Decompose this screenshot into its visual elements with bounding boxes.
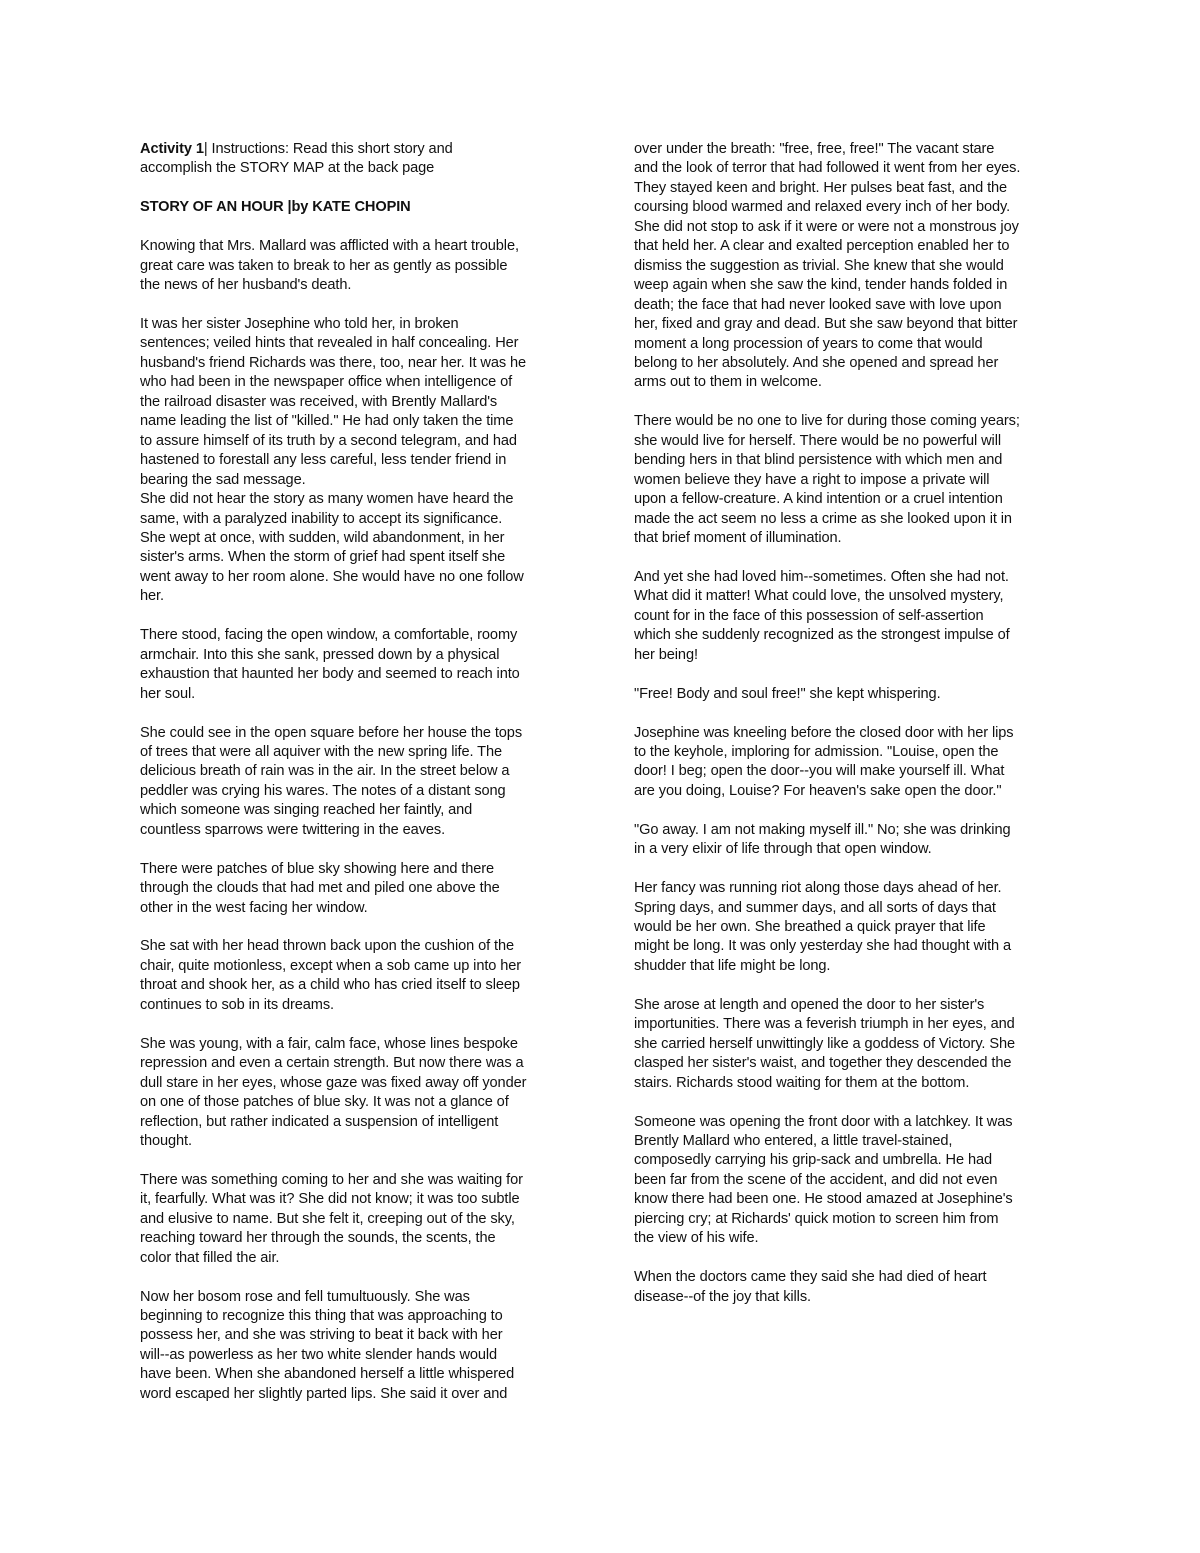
story-paragraph: over under the breath: "free, free, free!" The vacant stare and the look of terror that had followed it went from her eyes. They stayed keen and bright. Her pulses beat fast, and the coursing blood warmed and relaxed every inch of her body. She did not stop to ask if it were or were not a monstrous joy that held her. A clear and exalted perception enabled her to dismiss the suggestion as trivial. She knew that she would weep again when she saw the kind, tender hands folded in death; the face that had never looked save with love upon her, fixed and gray and dead. But she saw beyond that bitter moment a long procession of years to come that would belong to her absolutely. And she opened and spread her arms out to them in welcome. bbox=[634, 141, 1021, 391]
story-paragraph: When the doctors came they said she had died of heart disease--of the joy that kills. bbox=[634, 1269, 987, 1305]
story-paragraph: There were patches of blue sky showing here and there through the clouds that had met and piled one above the other in the west facing her window. bbox=[140, 860, 500, 916]
story-paragraph: Josephine was kneeling before the closed door with her lips to the keyhole, imploring for admission. "Louise, open the door! I beg; open the door--you will make yourself ill. What are you doing, Louise? For heaven's sake open the door." bbox=[634, 724, 1014, 799]
story-paragraph: Someone was opening the front door with a latchkey. It was Brently Mallard who entered, a little travel-stained, composedly carrying his grip-sack and umbrella. He had been far from the scene of the accident, and did not even know there had been one. He stood amazed at Josephine's piercing cry; at Richards' quick motion to screen him from the view of his wife. bbox=[634, 1113, 1013, 1247]
right-column bbox=[634, 140, 1074, 1307]
story-paragraph: She did not hear the story as many women have heard the same, with a paralyzed inability to accept its significance. She wept at once, with sudden, wild abandonment, in her sister's arms. When the storm of grief had spent itself she went away to her room alone. She would have no one follow her. bbox=[140, 491, 524, 605]
story-paragraph: Now her bosom rose and fell tumultuously. She was beginning to recognize this thing that was approaching to possess her, and she was striving to beat it back with her will--as powerless as her two white slender hands would have been. When she abandoned herself a little whispered word escaped her slightly parted lips. She said it over and bbox=[140, 1288, 515, 1402]
story-paragraph: There stood, facing the open window, a comfortable, roomy armchair. Into this she sank, pressed down by a physical exhaustion that haunted her body and seemed to reach into her soul. bbox=[140, 627, 520, 702]
story-paragraph: "Go away. I am not making myself ill." No; she was drinking in a very elixir of life through that open window. bbox=[634, 821, 1011, 858]
instructions bbox=[140, 140, 580, 179]
story-paragraph: She arose at length and opened the door to her sister's importunities. There was a feverish triumph in her eyes, and she carried herself unwittingly like a goddess of Victory. She clasped her sister's waist, and together they descended the stairs. Richards stood waiting for them at the bottom. bbox=[634, 996, 1016, 1091]
story-paragraph: And yet she had loved him--sometimes. Often she had not. What did it matter! What could love, the unsolved mystery, count for in the face of this possession of self-assertion which she suddenly recognized as the strongest impulse of her being! bbox=[634, 568, 1010, 663]
story-paragraph: She was young, with a fair, calm face, whose lines bespoke repression and even a certain strength. But now there was a dull stare in her eyes, whose gaze was fixed away off yonder on one of those patches of blue sky. It was not a glance of reflection, but rather indicated a suspension of intelligent thought. bbox=[140, 1035, 527, 1149]
story-paragraph: "Free! Body and soul free!" she kept whispering. bbox=[634, 685, 941, 702]
story-paragraph: There would be no one to live for during those coming years; she would live for herself. There would be no powerful will bending hers in that blind persistence with which men and women believe they have a right to impose a private will upon a fellow-creature. A kind intention or a cruel intention made the act seem no less a crime as she looked upon it in that brief moment of illumination. bbox=[634, 413, 1020, 547]
story-paragraph: It was her sister Josephine who told her, in broken sentences; veiled hints that revealed in half concealing. Her husband's friend Richards was there, too, near her. It was he who had been in the newspaper office when intelligence of the railroad disaster was received, with Brently Mallard's name leading the list of "killed." He had only taken the time to assure himself of its truth by a second telegram, and had hastened to forestall any less careful, less tender friend in bearing the sad message. bbox=[140, 316, 527, 488]
story-paragraph: There was something coming to her and she was waiting for it, fearfully. What was it? She did not know; it was too subtle and elusive to name. But she felt it, creeping out of the sky, reaching toward her through the sounds, the scents, the color that filled the air. bbox=[140, 1171, 523, 1266]
story-title: STORY OF AN HOUR |by KATE CHOPIN bbox=[140, 199, 411, 216]
story-paragraph: Her fancy was running riot along those days ahead of her. Spring days, and summer days, and all sorts of days that would be her own. She breathed a quick prayer that life might be long. It was only yesterday she had thought with a shudder that life might be long. bbox=[634, 880, 1012, 974]
activity-label: Activity 1 bbox=[140, 141, 204, 157]
story-paragraph: She sat with her head thrown back upon the cushion of the chair, quite motionless, except when a sob came up into her throat and shook her, as a child who has cried itself to sleep continues to sob in its dreams. bbox=[140, 938, 522, 1013]
story-paragraph: Knowing that Mrs. Mallard was afflicted with a heart trouble, great care was taken to break to her as gently as possible the news of her husband's death. bbox=[140, 238, 519, 294]
left-column bbox=[140, 140, 580, 1404]
instructions-text: | Instructions: Read this short story and accomplish the STORY MAP at the back page bbox=[140, 141, 453, 177]
story-paragraph: She could see in the open square before her house the tops of trees that were all aquiver with the new spring life. The delicious breath of rain was in the air. In the street below a peddler was crying his wares. The notes of a distant song which someone was singing reached her faintly, and countless sparrows were twittering in the eaves. bbox=[140, 724, 523, 838]
